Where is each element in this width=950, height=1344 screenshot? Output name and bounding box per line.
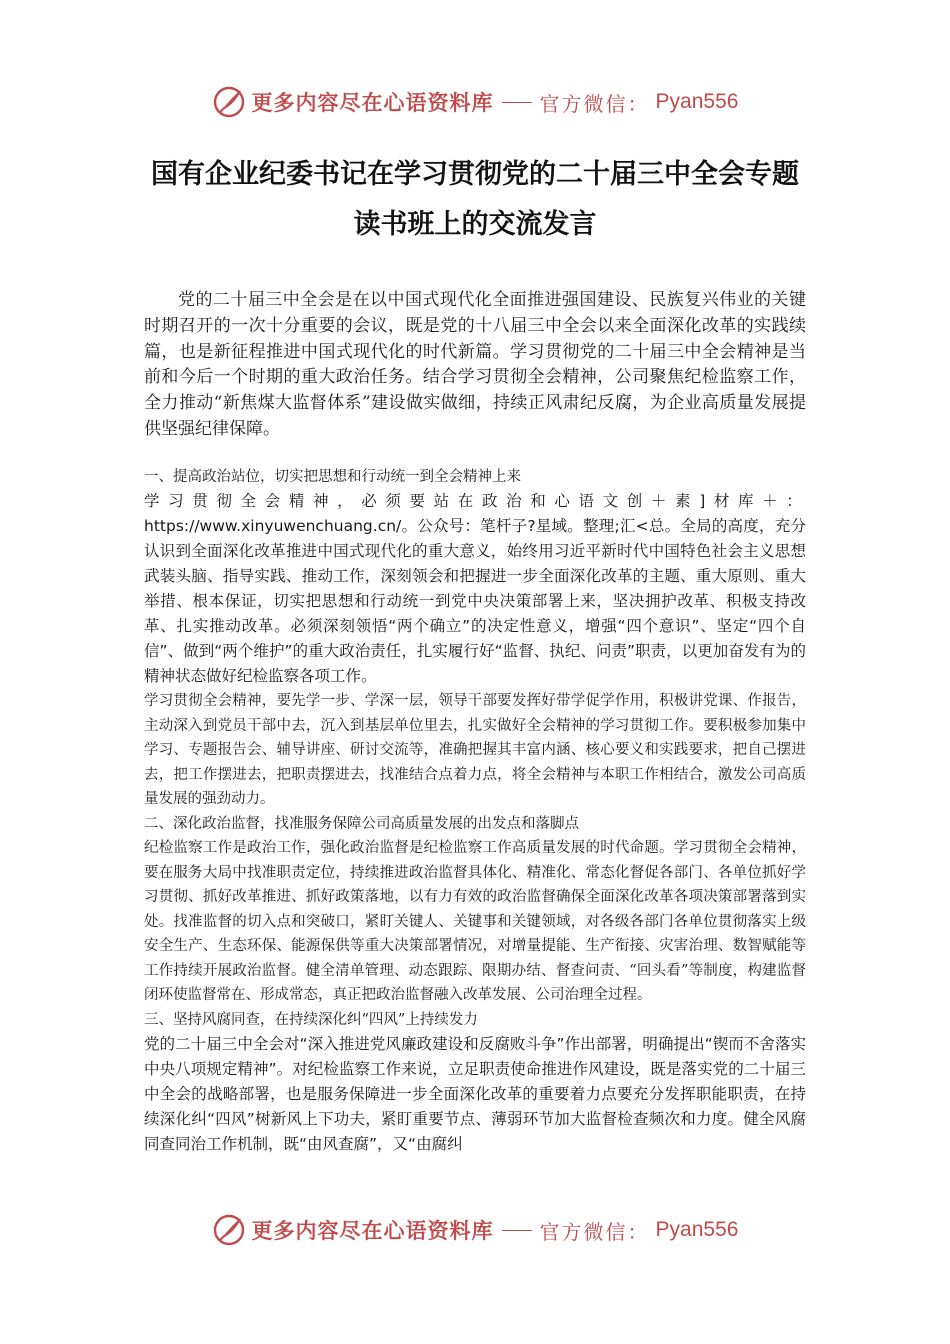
document-title: 国有企业纪委书记在学习贯彻党的二十届三中全会专题读书班上的交流发言: [151, 159, 799, 240]
quill-logo-icon: [212, 1213, 246, 1247]
section-1-heading: 一、提高政治站位，切实把思想和行动统一到全会精神上来: [144, 468, 521, 485]
section-3-paragraph-1: 党的二十届三中全会对“深入推进党风廉政建设和反腐败斗争”作出部署，明确提出“锲而不舍落实中央八项规定精神”。对纪检监察工作来说，立足职责使命推进作风建设，既是落实党的二十届三中全会的战略部署，也是服务保障进一步全面深化改革的重要着力点要充分发挥职能职责，在持续深化纠“四风”树新风上下功夫，紧盯重要节点、薄弱环节加大监督检查频次和力度。健全风腐同查同治工作机制，既“由风查腐”，又“由腐纠: [144, 1035, 806, 1154]
banner-official-label: 官方微信：: [539, 91, 650, 116]
section-2-heading: 二、深化政治监督，找准服务保障公司高质量发展的出发点和落脚点: [144, 815, 579, 832]
banner-wechat-id: Pyan556: [655, 90, 739, 113]
banner-dash: [502, 1230, 532, 1231]
resource-url-link[interactable]: https://www.xinyuwenchuang.cn/: [144, 517, 402, 536]
banner-slogan: 更多内容尽在心语资料库: [251, 1218, 494, 1243]
footer-banner: [0, 1210, 950, 1250]
header-banner: [0, 82, 950, 122]
section-1-paragraph-1-text: 。公众号：笔杆子?星域。整理;汇<总。全局的高度，充分认识到全面深化改革推进中国式现代化的重大意义，始终用习近平新时代中国特色社会主义思想武装头脑、指导实践、推动工作，深刻领会和把握进一步全面深化改革的主题、重大原则、重大举措、根本保证，切实把思想和行动统一到党中央决策部署上来，坚决拥护改革、积极支持改革、扎实推动改革。必须深刻领悟“两个确立”的决定性意义，增强“四个意识”、坚定“四个自信”、做到“两个维护”的重大政治责任，扎实履行好“监督、执纪、问责”职责，以更加奋发有为的精神状态做好纪检监察各项工作。: [144, 517, 806, 686]
document-body: [144, 288, 806, 1157]
banner-dash: [502, 102, 532, 103]
section-1-paragraph-2: 学习贯彻全会精神，要先学一步、学深一层，领导干部要发挥好带学促学作用，积极讲党课、作报告，主动深入到党员干部中去，沉入到基层单位里去，扎实做好全会精神的学习贯彻工作。要积极参加集中学习、专题报告会、辅导讲座、研讨交流等，准确把握其丰富内涵、核心要义和实践要求，把自己摆进去，把工作摆进去，把职责摆进去，找准结合点着力点，将全会精神与本职工作相结合，激发公司高质量发展的强劲动力。: [144, 693, 806, 808]
section-3-heading: 三、坚持风腐同查，在持续深化纠“四风”上持续发力: [144, 1011, 478, 1028]
banner-slogan: 更多内容尽在心语资料库: [251, 90, 494, 115]
section-2-paragraph-1: 纪检监察工作是政治工作，强化政治监督是纪检监察工作高质量发展的时代命题。学习贯彻全会精神，要在服务大局中找准职责定位，持续推进政治监督具体化、精准化、常态化督促各部门、各单位抓好学习贯彻、抓好改革推进、抓好政策落地，以有力有效的政治监督确保全面深化改革各项决策部署落到实处。找准监督的切入点和突破口，紧盯关键人、关键事和关键领域，对各级各部门各单位贯彻落实上级安全生产、生态环保、能源保供等重大决策部署情况，对增量提能、生产衔接、灾害治理、数智赋能等工作持续开展政治监督。健全清单管理、动态跟踪、限期办结、督查问责、“回头看”等制度，构建监督闭环使监督常在、形成常态，真正把政治监督融入改革发展、公司治理全过程。: [144, 840, 806, 1004]
section-1-paragraph-1: [144, 489, 806, 689]
section-1-lead: 学习贯彻全会精神，必须要站在政治和心语文创＋素]材库＋：: [144, 492, 806, 511]
banner-wechat-id: Pyan556: [655, 1218, 739, 1241]
banner-official-label: 官方微信：: [539, 1219, 650, 1244]
intro-paragraph: 党的二十届三中全会是在以中国式现代化全面推进强国建设、民族复兴伟业的关键时期召开的一次十分重要的会议，既是党的十八届三中全会以来全面深化改革的实践续篇，也是新征程推进中国式现代化的时代新篇。学习贯彻党的二十届三中全会精神是当前和今后一个时期的重大政治任务。结合学习贯彻全会精神，公司聚焦纪检监察工作，全力推动“新焦煤大监督体系”建设做实做细，持续正风肃纪反腐，为企业高质量发展提供坚强纪律保障。: [144, 290, 806, 439]
quill-logo-icon: [212, 85, 246, 119]
